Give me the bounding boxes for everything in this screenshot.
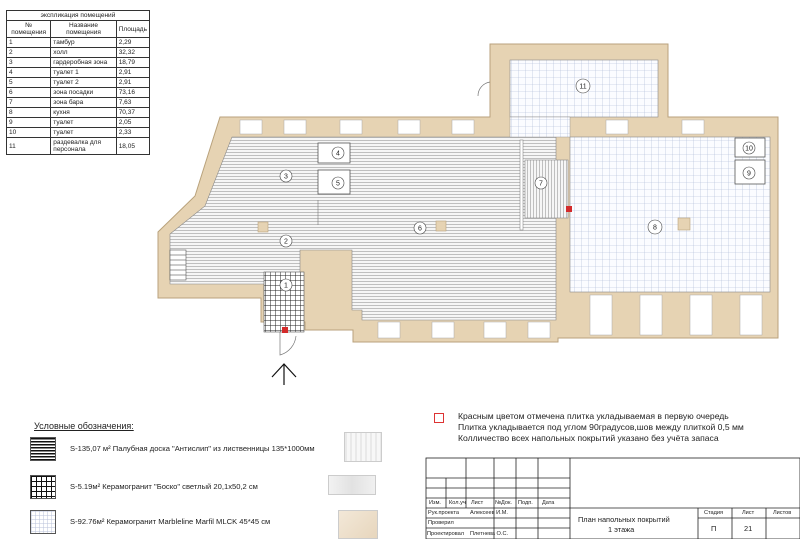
table-row	[7, 38, 150, 48]
table-row	[7, 138, 150, 155]
legend-title: Условные обозначения:	[34, 421, 134, 431]
room-number-cell: 8	[7, 108, 51, 118]
room-area-cell: 18,05	[116, 138, 149, 155]
stage-value: П	[711, 524, 717, 533]
room-area-cell: 2,91	[116, 68, 149, 78]
room-label-9	[743, 167, 755, 179]
stamp-role: Рук.проекта	[428, 510, 460, 516]
legend-text: S-92.76м² Керамогранит Marbleline Marfil MLCK 45*45 см	[70, 517, 271, 526]
room-label-6	[414, 222, 426, 234]
room-label-3	[280, 170, 292, 182]
room-number-cell: 7	[7, 98, 51, 108]
room-name-cell: холл	[51, 48, 116, 58]
room-7-floor	[525, 160, 568, 218]
svg-text:10: 10	[745, 145, 753, 153]
drawing-title: План напольных покрытий	[578, 515, 670, 524]
legend-text: S-5.19м² Керамогранит "Боско" светлый 20,1х50,2 см	[70, 482, 258, 491]
dark-grid-icon	[30, 475, 56, 499]
stamp-name: Плетнева О.С.	[470, 531, 509, 537]
stamp-name: Алексеев И.М.	[470, 510, 508, 516]
room-number-cell: 4	[7, 68, 51, 78]
table-row	[7, 58, 150, 68]
stamp-col-koluch: Кол.уч	[449, 500, 466, 506]
svg-text:9: 9	[747, 170, 751, 178]
table-row	[7, 88, 150, 98]
deck-sample-image	[344, 432, 382, 462]
svg-text:2: 2	[284, 238, 288, 246]
table-body	[7, 38, 150, 155]
room-label-11	[576, 79, 590, 93]
legend-text: S-135,07 м² Палубная доска "Антислип" из лиственницы 135*1000мм	[70, 444, 315, 453]
room-name-cell: туалет 2	[51, 78, 116, 88]
note-line: Красным цветом отмечена плитка укладываемая в первую очередь	[458, 411, 729, 421]
room-number-cell: 2	[7, 48, 51, 58]
svg-text:5: 5	[336, 180, 340, 188]
red-tile-icon	[434, 413, 444, 423]
room-area-cell: 70,37	[116, 108, 149, 118]
room-number-cell: 10	[7, 128, 51, 138]
explication-table	[6, 10, 150, 155]
table-row	[7, 128, 150, 138]
room-number-cell: 1	[7, 38, 51, 48]
sheet-label: Лист	[742, 510, 755, 516]
svg-text:3: 3	[284, 173, 288, 181]
svg-text:6: 6	[418, 225, 422, 233]
table-row	[7, 98, 150, 108]
room-name-cell: туалет 1	[51, 68, 116, 78]
stamp-col-izm: Изм.	[429, 500, 441, 506]
room-area-cell: 2,05	[116, 118, 149, 128]
room-area-cell: 2,29	[116, 38, 149, 48]
room-area-cell: 2,33	[116, 128, 149, 138]
room-label-10	[743, 142, 755, 154]
svg-text:4: 4	[336, 150, 340, 158]
sheets-label: Листов	[773, 510, 792, 516]
drawing-subtitle: 1 этажа	[608, 525, 635, 534]
room-name-cell: раздевалка для персонала	[51, 138, 116, 155]
bosco-sample-image	[328, 475, 376, 495]
table-title: экспликация помещений	[7, 11, 150, 21]
room-name-cell: тамбур	[51, 38, 116, 48]
sheet-value: 21	[744, 524, 753, 533]
light-grid-icon	[30, 510, 56, 534]
room-label-5	[332, 177, 344, 189]
room-name-cell: туалет	[51, 128, 116, 138]
room-area-cell: 2,91	[116, 78, 149, 88]
note-line: Колличество всех напольных покрытий указано без учёта запаса	[458, 433, 719, 443]
table-row	[7, 118, 150, 128]
stairs	[170, 250, 186, 280]
svg-text:11: 11	[579, 83, 587, 91]
room-label-2	[280, 235, 292, 247]
stamp-role: Проектировал	[427, 531, 465, 537]
room-number-cell: 5	[7, 78, 51, 88]
room-number-cell: 9	[7, 118, 51, 128]
room-name-cell: гардеробная зона	[51, 58, 116, 68]
room-label-7	[535, 177, 547, 189]
room-area-cell: 7,63	[116, 98, 149, 108]
room-area-cell: 73,16	[116, 88, 149, 98]
room-number-cell: 6	[7, 88, 51, 98]
table-row	[7, 48, 150, 58]
table-row	[7, 78, 150, 88]
room-name-cell: туалет	[51, 118, 116, 128]
col-header: № помещения	[7, 21, 51, 38]
svg-text:1: 1	[284, 282, 288, 290]
table-row	[7, 108, 150, 118]
stamp-col-list: Лист	[471, 500, 484, 506]
entrance-arrow-icon	[272, 364, 296, 385]
room-area-cell: 32,32	[116, 48, 149, 58]
entrance-door	[280, 332, 296, 355]
title-block	[426, 458, 800, 539]
stamp-col-doc: №Док.	[495, 500, 512, 506]
room-number-cell: 11	[7, 138, 51, 155]
stage-label: Стадия	[704, 510, 724, 516]
stamp-col-date: Дата	[542, 500, 555, 506]
room-label-4	[332, 147, 344, 159]
room-area-cell: 18,79	[116, 58, 149, 68]
col-header: Название помещения	[51, 21, 116, 38]
table-row	[7, 68, 150, 78]
stamp-role: Проверил	[428, 520, 454, 526]
svg-text:8: 8	[653, 224, 657, 232]
room-number-cell: 3	[7, 58, 51, 68]
room-name-cell: зона бара	[51, 98, 116, 108]
note-line: Плитка укладывается под углом 90градусов,шов между плиткой 0,5 мм	[458, 422, 744, 432]
stamp-col-sign: Подп.	[518, 500, 533, 506]
deck-hatch-icon	[30, 437, 56, 461]
room-label-8	[648, 220, 662, 234]
col-header: Площадь	[116, 21, 149, 38]
notes-block	[434, 411, 744, 444]
svg-text:7: 7	[539, 180, 543, 188]
room-label-1	[280, 279, 292, 291]
marbleline-sample-image	[338, 510, 378, 539]
room-name-cell: кухня	[51, 108, 116, 118]
room-name-cell: зона посадки	[51, 88, 116, 98]
